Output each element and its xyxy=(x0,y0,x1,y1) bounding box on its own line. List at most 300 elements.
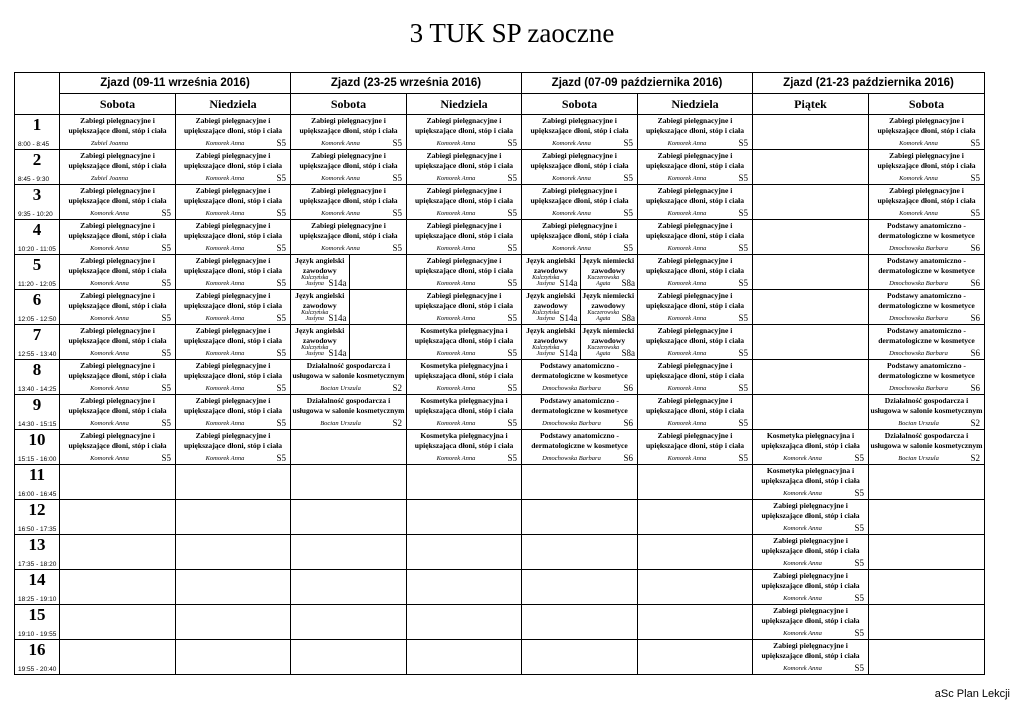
teacher-name: Dmochowska Barbara xyxy=(889,315,948,322)
subject-name: Zabiegi pielęgnacyjne i upiększające dłoni, stóp i ciała xyxy=(761,641,860,660)
subject-name: Kosmetyka pielęgnacyjna i upiększająca dłoni, stóp i ciała xyxy=(414,396,514,415)
lesson-half xyxy=(522,290,581,324)
day-header: Sobota xyxy=(522,94,638,115)
empty-cell xyxy=(407,640,522,675)
teacher-name: Kuczerowska Agata xyxy=(587,310,620,322)
room-label: S5 xyxy=(970,173,980,183)
subject-name: Zabiegi pielęgnacyjne i upiększające dłoni, stóp i ciała xyxy=(299,186,398,205)
subject-name: Zabiegi pielęgnacyjne i upiększające dłoni, stóp i ciała xyxy=(530,151,629,170)
period-time: 10:20 - 11:05 xyxy=(18,246,56,253)
period-number: 8 xyxy=(32,360,42,379)
empty-cell xyxy=(522,570,638,605)
empty-cell xyxy=(753,115,869,150)
lesson-cell xyxy=(869,290,985,325)
teacher-name: Komorek Anna xyxy=(205,455,245,462)
subject-name: Zabiegi pielęgnacyjne i upiększające dłoni, stóp i ciała xyxy=(68,256,167,275)
empty-cell xyxy=(753,255,869,290)
period-time: 16:00 - 16:45 xyxy=(18,491,57,498)
teacher-name: Komorek Anna xyxy=(90,280,129,287)
lesson-cell xyxy=(753,535,869,570)
weekend-header: Zjazd (21-23 października 2016) xyxy=(753,73,985,94)
subject-name: Działalność gospodarcza i usługowa w salonie kosmetycznym xyxy=(870,396,983,415)
room-label: S5 xyxy=(507,278,517,288)
room-label: S5 xyxy=(854,453,864,463)
period-row xyxy=(15,430,985,465)
period-cell xyxy=(15,325,60,360)
lesson-cell xyxy=(291,395,407,430)
room-label: S14a xyxy=(328,348,347,358)
teacher-name: Komorek Anna xyxy=(90,385,129,392)
empty-cell xyxy=(60,500,176,535)
teacher-name: Komorek Anna xyxy=(205,280,245,287)
teacher-name: Komorek Anna xyxy=(552,245,591,252)
room-label: S5 xyxy=(507,453,517,463)
period-number: 9 xyxy=(32,395,42,414)
subject-name: Kosmetyka pielęgnacyjna i upiększająca dłoni, stóp i ciała xyxy=(414,326,514,345)
teacher-name: Kuczerowska Agata xyxy=(587,275,620,287)
room-label: S5 xyxy=(738,173,748,183)
teacher-name: Dmochowska Barbara xyxy=(889,385,948,392)
lesson-half xyxy=(580,255,638,289)
lesson-cell xyxy=(407,290,522,325)
lesson-cell xyxy=(176,360,291,395)
empty-cell xyxy=(60,570,176,605)
subject-name: Podstawy anatomiczno - dermatologiczne w kosmetyce xyxy=(878,256,975,275)
day-header: Sobota xyxy=(869,94,985,115)
period-time: 8:00 - 8:45 xyxy=(18,141,50,148)
subject-name: Zabiegi pielęgnacyjne i upiększające dłoni, stóp i ciała xyxy=(645,186,745,205)
lesson-cell xyxy=(522,150,638,185)
empty-cell xyxy=(638,605,753,640)
room-label: S8a xyxy=(621,313,635,323)
day-header: Niedziela xyxy=(407,94,522,115)
period-row xyxy=(15,150,985,185)
room-label: S5 xyxy=(161,383,171,393)
lesson-cell xyxy=(176,150,291,185)
subject-name: Kosmetyka pielęgnacyjna i upiększająca dłoni, stóp i ciała xyxy=(414,361,514,380)
weekend-header-row xyxy=(15,73,985,94)
subject-name: Zabiegi pielęgnacyjne i upiększające dłoni, stóp i ciała xyxy=(645,396,745,415)
subject-name: Zabiegi pielęgnacyjne i upiększające dłoni, stóp i ciała xyxy=(761,571,860,590)
period-row xyxy=(15,255,985,290)
lesson-cell xyxy=(60,115,176,150)
subject-name: Zabiegi pielęgnacyjne i upiększające dłoni, stóp i ciała xyxy=(645,431,745,450)
lesson-cell xyxy=(407,255,522,290)
subject-name: Język angielski zawodowy xyxy=(295,291,345,310)
subject-name: Kosmetyka pielęgnacyjna i upiększająca dłoni, stóp i ciała xyxy=(761,466,860,485)
lesson-cell xyxy=(869,430,985,465)
empty-cell xyxy=(638,465,753,500)
subject-name: Zabiegi pielęgnacyjne i upiększające dłoni, stóp i ciała xyxy=(414,256,514,275)
subject-name: Zabiegi pielęgnacyjne i upiększające dłoni, stóp i ciała xyxy=(68,396,167,415)
room-label: S14a xyxy=(559,348,578,358)
subject-name: Podstawy anatomiczno - dermatologiczne w kosmetyce xyxy=(878,221,975,240)
empty-cell xyxy=(869,640,985,675)
subject-name: Działalność gospodarcza i usługowa w salonie kosmetycznym xyxy=(292,361,405,380)
lesson-cell xyxy=(60,255,176,290)
teacher-name: Kulczyńska Justyna xyxy=(301,275,329,287)
lesson-cell xyxy=(638,115,753,150)
period-cell xyxy=(15,360,60,395)
empty-half xyxy=(349,290,407,324)
empty-cell xyxy=(638,535,753,570)
empty-cell xyxy=(60,535,176,570)
room-label: S5 xyxy=(276,453,286,463)
lesson-cell xyxy=(176,395,291,430)
teacher-name: Komorek Anna xyxy=(667,455,707,462)
empty-cell xyxy=(869,570,985,605)
subject-name: Zabiegi pielęgnacyjne i upiększające dłoni, stóp i ciała xyxy=(68,116,167,135)
subject-name: Zabiegi pielęgnacyjne i upiększające dłoni, stóp i ciała xyxy=(299,221,398,240)
teacher-name: Kuczerowska Agata xyxy=(587,345,620,357)
teacher-name: Komorek Anna xyxy=(667,385,707,392)
period-cell xyxy=(15,640,60,675)
subject-name: Zabiegi pielęgnacyjne i upiększające dłoni, stóp i ciała xyxy=(414,151,514,170)
lesson-cell xyxy=(176,255,291,290)
lesson-cell xyxy=(407,115,522,150)
teacher-name: Komorek Anna xyxy=(783,560,822,567)
room-label: S6 xyxy=(623,383,633,393)
subject-name: Język angielski zawodowy xyxy=(526,256,576,275)
room-label: S14a xyxy=(559,313,578,323)
period-row xyxy=(15,115,985,150)
period-row xyxy=(15,220,985,255)
lesson-cell xyxy=(753,640,869,675)
empty-cell xyxy=(291,430,407,465)
empty-cell xyxy=(176,535,291,570)
empty-cell xyxy=(291,465,407,500)
lesson-cell xyxy=(60,325,176,360)
lesson-cell xyxy=(407,430,522,465)
lesson-cell xyxy=(291,115,407,150)
empty-cell xyxy=(291,500,407,535)
subject-name: Zabiegi pielęgnacyjne i upiększające dłoni, stóp i ciała xyxy=(877,151,976,170)
lesson-half xyxy=(580,325,638,359)
empty-cell xyxy=(753,150,869,185)
room-label: S5 xyxy=(738,313,748,323)
lesson-cell xyxy=(522,360,638,395)
room-label: S6 xyxy=(623,453,633,463)
lesson-cell xyxy=(407,150,522,185)
period-number: 3 xyxy=(32,185,42,204)
lesson-cell xyxy=(753,500,869,535)
teacher-name: Komorek Anna xyxy=(205,175,245,182)
room-label: S5 xyxy=(854,488,864,498)
lesson-cell xyxy=(638,430,753,465)
period-number: 2 xyxy=(32,150,42,169)
teacher-name: Komorek Anna xyxy=(436,420,476,427)
lesson-cell xyxy=(638,290,753,325)
room-label: S5 xyxy=(507,138,517,148)
teacher-name: Komorek Anna xyxy=(90,455,129,462)
subject-name: Język angielski zawodowy xyxy=(526,291,576,310)
period-number: 1 xyxy=(32,115,42,134)
period-row xyxy=(15,500,985,535)
subject-name: Zabiegi pielęgnacyjne i upiększające dłoni, stóp i ciała xyxy=(183,361,283,380)
room-label: S5 xyxy=(161,348,171,358)
period-time: 13:40 - 14:25 xyxy=(18,386,57,393)
teacher-name: Komorek Anna xyxy=(205,385,245,392)
period-cell xyxy=(15,535,60,570)
subject-name: Zabiegi pielęgnacyjne i upiększające dłoni, stóp i ciała xyxy=(645,291,745,310)
room-label: S5 xyxy=(276,313,286,323)
period-number: 7 xyxy=(32,325,42,344)
subject-name: Zabiegi pielęgnacyjne i upiększające dłoni, stóp i ciała xyxy=(68,361,167,380)
empty-cell xyxy=(753,185,869,220)
teacher-name: Komorek Anna xyxy=(436,140,476,147)
subject-name: Zabiegi pielęgnacyjne i upiększające dłoni, stóp i ciała xyxy=(414,186,514,205)
subject-name: Zabiegi pielęgnacyjne i upiększające dłoni, stóp i ciała xyxy=(761,606,860,625)
lesson-cell xyxy=(753,465,869,500)
subject-name: Kosmetyka pielęgnacyjna i upiększająca dłoni, stóp i ciała xyxy=(414,431,514,450)
room-label: S6 xyxy=(970,348,980,358)
subject-name: Podstawy anatomiczno - dermatologiczne w kosmetyce xyxy=(878,326,975,345)
room-label: S5 xyxy=(392,138,402,148)
room-label: S5 xyxy=(854,663,864,673)
room-label: S5 xyxy=(854,628,864,638)
day-header: Niedziela xyxy=(638,94,753,115)
subject-name: Zabiegi pielęgnacyjne i upiększające dłoni, stóp i ciała xyxy=(183,326,283,345)
teacher-name: Komorek Anna xyxy=(783,630,822,637)
day-header: Niedziela xyxy=(176,94,291,115)
lesson-cell xyxy=(407,185,522,220)
empty-cell xyxy=(176,605,291,640)
teacher-name: Komorek Anna xyxy=(90,210,129,217)
day-header-row xyxy=(15,94,985,115)
weekend-header: Zjazd (07-09 października 2016) xyxy=(522,73,753,94)
room-label: S6 xyxy=(970,383,980,393)
empty-cell xyxy=(522,500,638,535)
empty-cell xyxy=(638,500,753,535)
subject-name: Działalność gospodarcza i usługowa w salonie kosmetycznym xyxy=(870,431,983,450)
room-label: S5 xyxy=(854,593,864,603)
lesson-cell xyxy=(60,220,176,255)
lesson-cell xyxy=(869,325,985,360)
split-lesson-cell xyxy=(522,255,638,290)
split-lesson-cell xyxy=(291,290,407,325)
footer-credit: aSc Plan Lekcji xyxy=(934,688,1010,700)
period-number: 13 xyxy=(28,535,46,554)
page-title: 3 TUK SP zaoczne xyxy=(409,18,615,48)
teacher-name: Komorek Anna xyxy=(552,140,591,147)
room-label: S14a xyxy=(328,313,347,323)
subject-name: Język niemiecki zawodowy xyxy=(582,326,635,345)
subject-name: Zabiegi pielęgnacyjne i upiększające dłoni, stóp i ciała xyxy=(530,221,629,240)
period-cell xyxy=(15,500,60,535)
room-label: S5 xyxy=(276,418,286,428)
empty-cell xyxy=(869,535,985,570)
room-label: S5 xyxy=(738,348,748,358)
subject-name: Działalność gospodarcza i usługowa w salonie kosmetycznym xyxy=(292,396,405,415)
room-label: S2 xyxy=(392,418,402,428)
teacher-name: Bocian Urszula xyxy=(320,420,361,427)
empty-cell xyxy=(753,360,869,395)
lesson-cell xyxy=(753,570,869,605)
subject-name: Zabiegi pielęgnacyjne i upiększające dłoni, stóp i ciała xyxy=(68,221,167,240)
room-label: S5 xyxy=(623,138,633,148)
empty-cell xyxy=(869,605,985,640)
subject-name: Zabiegi pielęgnacyjne i upiększające dłoni, stóp i ciała xyxy=(645,151,745,170)
empty-half xyxy=(349,255,407,289)
period-time: 12:05 - 12:50 xyxy=(18,316,57,323)
lesson-cell xyxy=(60,185,176,220)
period-time: 19:55 - 20:40 xyxy=(18,666,57,673)
period-number: 12 xyxy=(28,500,46,519)
period-cell xyxy=(15,430,60,465)
teacher-name: Bocian Urszula xyxy=(320,385,361,392)
room-label: S5 xyxy=(507,243,517,253)
subject-name: Zabiegi pielęgnacyjne i upiększające dłoni, stóp i ciała xyxy=(761,536,860,555)
lesson-cell xyxy=(522,185,638,220)
room-label: S5 xyxy=(738,138,748,148)
period-time: 9:35 - 10:20 xyxy=(18,211,53,218)
period-number: 6 xyxy=(32,290,42,309)
period-time: 17:35 - 18:20 xyxy=(18,561,57,568)
room-label: S6 xyxy=(970,278,980,288)
room-label: S5 xyxy=(507,173,517,183)
empty-cell xyxy=(291,640,407,675)
period-time: 18:25 - 19:10 xyxy=(18,596,57,603)
subject-name: Zabiegi pielęgnacyjne i upiększające dłoni, stóp i ciała xyxy=(877,116,976,135)
corner-cell xyxy=(15,73,60,115)
teacher-name: Komorek Anna xyxy=(205,420,245,427)
teacher-name: Komorek Anna xyxy=(321,245,360,252)
room-label: S5 xyxy=(161,453,171,463)
lesson-cell xyxy=(176,220,291,255)
room-label: S5 xyxy=(854,523,864,533)
room-label: S5 xyxy=(738,243,748,253)
teacher-name: Komorek Anna xyxy=(436,455,476,462)
room-label: S5 xyxy=(276,383,286,393)
teacher-name: Komorek Anna xyxy=(436,315,476,322)
lesson-cell xyxy=(753,605,869,640)
subject-name: Zabiegi pielęgnacyjne i upiększające dłoni, stóp i ciała xyxy=(68,151,167,170)
lesson-cell xyxy=(176,430,291,465)
teacher-name: Komorek Anna xyxy=(321,175,360,182)
room-label: S5 xyxy=(738,418,748,428)
room-label: S5 xyxy=(276,243,286,253)
lesson-cell xyxy=(291,360,407,395)
room-label: S5 xyxy=(507,313,517,323)
room-label: S5 xyxy=(276,173,286,183)
empty-cell xyxy=(869,500,985,535)
room-label: S5 xyxy=(161,208,171,218)
room-label: S6 xyxy=(970,243,980,253)
period-row xyxy=(15,570,985,605)
period-time: 16:50 - 17:35 xyxy=(18,526,57,533)
subject-name: Zabiegi pielęgnacyjne i upiększające dłoni, stóp i ciała xyxy=(414,291,514,310)
lesson-cell xyxy=(638,255,753,290)
lesson-cell xyxy=(869,115,985,150)
day-header: Sobota xyxy=(60,94,176,115)
teacher-name: Komorek Anna xyxy=(90,350,129,357)
subject-name: Zabiegi pielęgnacyjne i upiększające dłoni, stóp i ciała xyxy=(645,116,745,135)
lesson-half xyxy=(522,255,581,289)
period-time: 14:30 - 15:15 xyxy=(18,421,57,428)
empty-cell xyxy=(60,640,176,675)
teacher-name: Komorek Anna xyxy=(436,280,476,287)
teacher-name: Dmochowska Barbara xyxy=(889,245,948,252)
period-time: 19:10 - 19:55 xyxy=(18,631,57,638)
room-label: S5 xyxy=(161,278,171,288)
teacher-name: Komorek Anna xyxy=(205,315,245,322)
teacher-name: Kulczyńska Justyna xyxy=(532,275,560,287)
teacher-name: Komorek Anna xyxy=(899,175,938,182)
lesson-cell xyxy=(407,395,522,430)
teacher-name: Komorek Anna xyxy=(90,245,129,252)
lesson-cell xyxy=(522,115,638,150)
subject-name: Zabiegi pielęgnacyjne i upiększające dłoni, stóp i ciała xyxy=(183,256,283,275)
empty-cell xyxy=(522,535,638,570)
lesson-cell xyxy=(522,430,638,465)
lesson-cell xyxy=(291,150,407,185)
teacher-name: Komorek Anna xyxy=(436,245,476,252)
room-label: S5 xyxy=(738,208,748,218)
teacher-name: Komorek Anna xyxy=(321,210,360,217)
lesson-half xyxy=(291,290,350,324)
teacher-name: Komorek Anna xyxy=(667,245,707,252)
lesson-cell xyxy=(869,255,985,290)
empty-cell xyxy=(176,500,291,535)
subject-name: Język niemiecki zawodowy xyxy=(582,256,635,275)
period-time: 8:45 - 9:30 xyxy=(18,176,50,183)
subject-name: Język angielski zawodowy xyxy=(526,326,576,345)
subject-name: Podstawy anatomiczno - dermatologiczne w kosmetyce xyxy=(878,361,975,380)
empty-cell xyxy=(753,325,869,360)
room-label: S5 xyxy=(854,558,864,568)
subject-name: Zabiegi pielęgnacyjne i upiększające dłoni, stóp i ciała xyxy=(68,431,167,450)
subject-name: Zabiegi pielęgnacyjne i upiększające dłoni, stóp i ciała xyxy=(299,116,398,135)
lesson-cell xyxy=(869,150,985,185)
teacher-name: Komorek Anna xyxy=(783,665,822,672)
room-label: S8a xyxy=(621,278,635,288)
lesson-cell xyxy=(638,325,753,360)
split-lesson-cell xyxy=(522,325,638,360)
empty-cell xyxy=(753,220,869,255)
subject-name: Zabiegi pielęgnacyjne i upiększające dłoni, stóp i ciała xyxy=(183,396,283,415)
subject-name: Zabiegi pielęgnacyjne i upiększające dłoni, stóp i ciała xyxy=(183,291,283,310)
room-label: S5 xyxy=(507,208,517,218)
lesson-cell xyxy=(176,115,291,150)
room-label: S5 xyxy=(276,208,286,218)
period-cell xyxy=(15,115,60,150)
subject-name: Podstawy anatomiczno - dermatologiczne w kosmetyce xyxy=(878,291,975,310)
room-label: S5 xyxy=(392,173,402,183)
lesson-cell xyxy=(60,290,176,325)
empty-cell xyxy=(753,290,869,325)
empty-cell xyxy=(869,465,985,500)
period-row xyxy=(15,185,985,220)
teacher-name: Komorek Anna xyxy=(436,210,476,217)
period-cell xyxy=(15,185,60,220)
lesson-cell xyxy=(176,290,291,325)
teacher-name: Kulczyńska Justyna xyxy=(532,345,560,357)
teacher-name: Komorek Anna xyxy=(783,595,822,602)
subject-name: Zabiegi pielęgnacyjne i upiększające dłoni, stóp i ciała xyxy=(645,361,745,380)
subject-name: Zabiegi pielęgnacyjne i upiększające dłoni, stóp i ciała xyxy=(877,186,976,205)
lesson-cell xyxy=(522,395,638,430)
empty-cell xyxy=(407,500,522,535)
teacher-name: Komorek Anna xyxy=(667,280,707,287)
empty-cell xyxy=(60,465,176,500)
room-label: S5 xyxy=(276,348,286,358)
empty-cell xyxy=(522,465,638,500)
teacher-name: Komorek Anna xyxy=(783,490,822,497)
period-cell xyxy=(15,605,60,640)
period-row xyxy=(15,465,985,500)
room-label: S5 xyxy=(276,278,286,288)
teacher-name: Komorek Anna xyxy=(205,140,245,147)
